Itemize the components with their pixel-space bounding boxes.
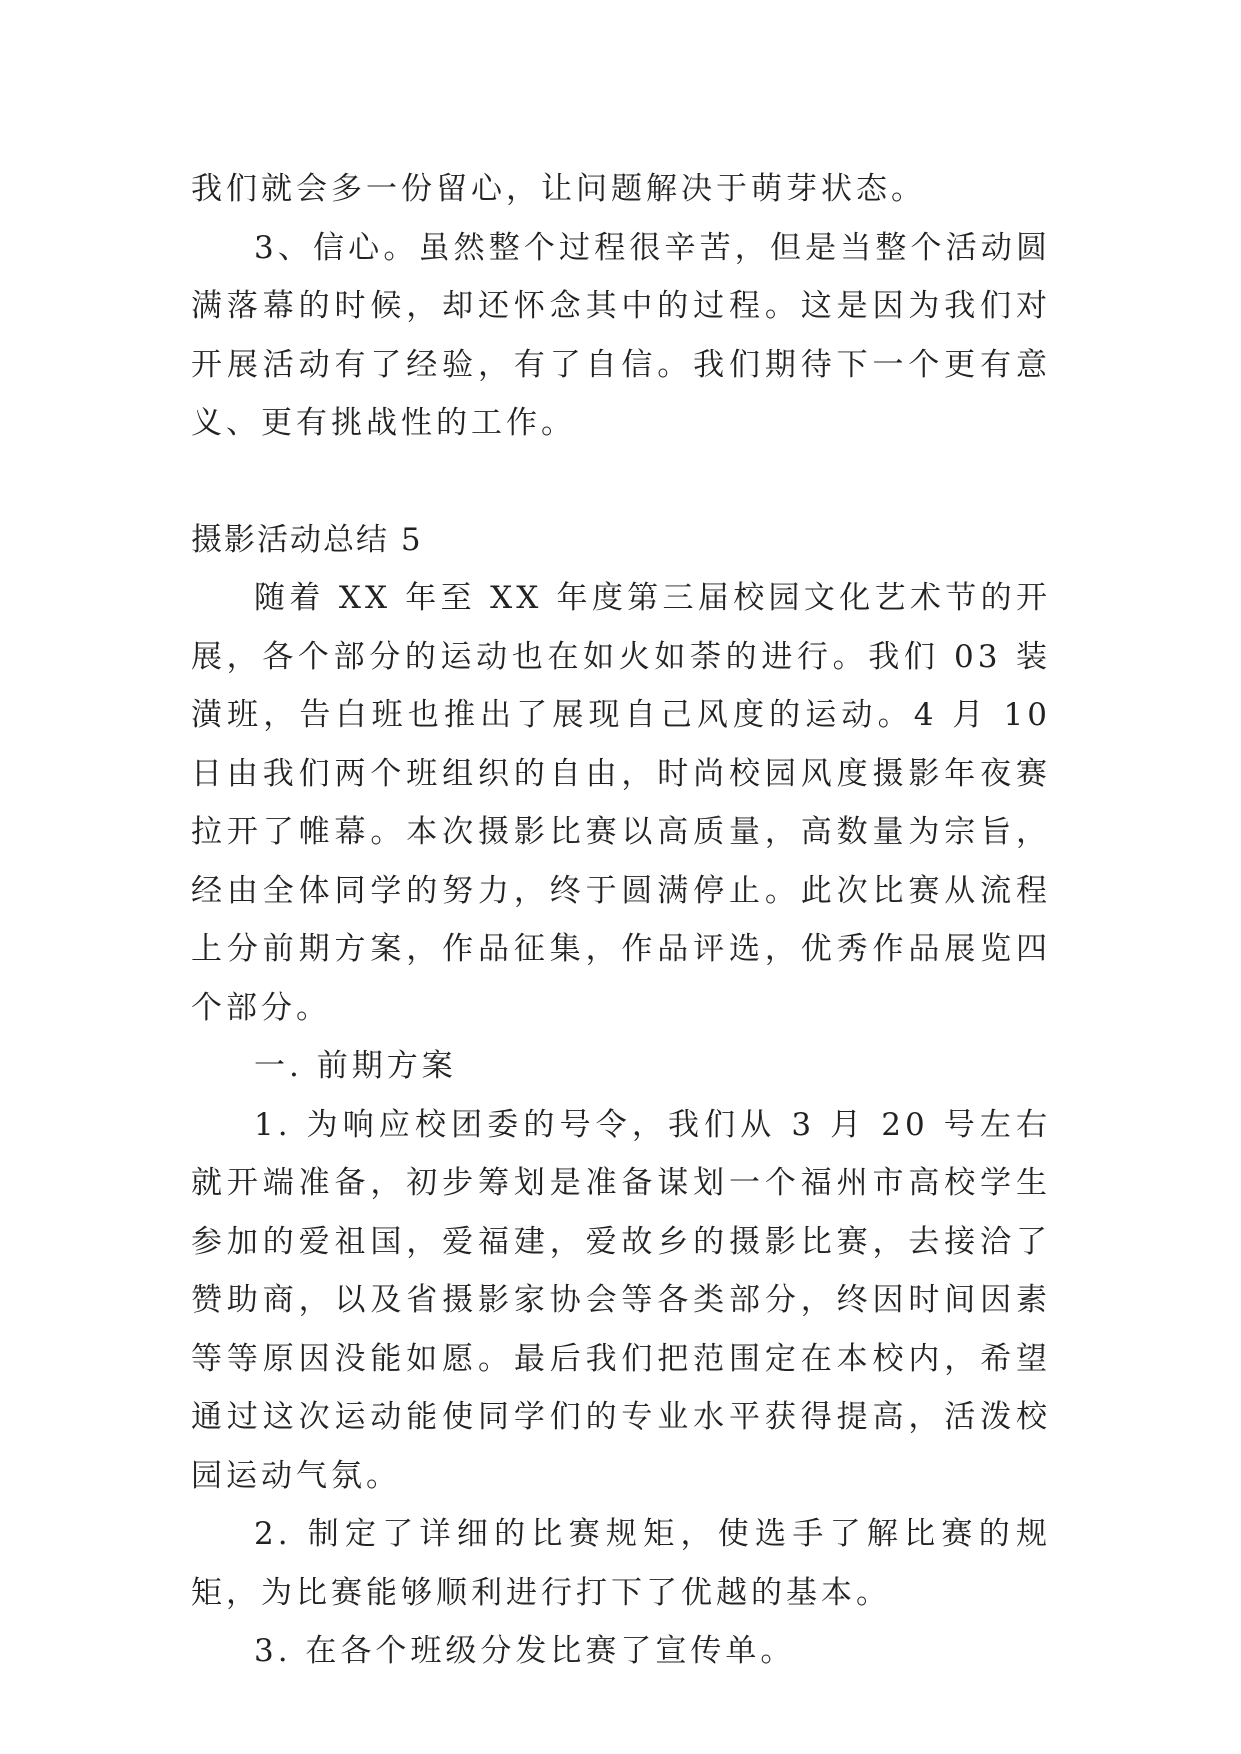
paragraph-item-2: 2. 制定了详细的比赛规矩，使选手了解比赛的规矩，为比赛能够顺利进行打下了优越的基本。 xyxy=(191,1516,1051,1611)
paragraph-item-3: 3. 在各个班级分发比赛了宣传单。 xyxy=(254,1633,796,1669)
paragraph-confidence: 3、信心。虽然整个过程很辛苦，但是当整个活动圆满落幕的时候，却还怀念其中的过程。这是因为我们对开展活动有了经验，有了自信。我们期待下一个更有意义、更有挑战性的工作。 xyxy=(191,229,1051,441)
paragraph-item-1: 1. 为响应校团委的号令，我们从 3 月 20 号左右就开端准备，初步筹划是准备谋划一个福州市高校学生参加的爱祖国，爱福建，爱故乡的摄影比赛，去接洽了赞助商，以及省摄影家协会等各类部分，终因时间因素等等原因没能如愿。最后我们把范围定在本校内，希望通过这次运动能使同学们的专业水平获得提高，活泼校园运动气氛。 xyxy=(191,1106,1051,1494)
document-body xyxy=(191,160,1051,1681)
paragraph-continuation: 我们就会多一份留心，让问题解决于萌芽状态。 xyxy=(191,171,926,207)
subheading-planning: 一. 前期方案 xyxy=(254,1048,457,1084)
paragraph-intro: 随着 XX 年至 XX 年度第三届校园文化艺术节的开展，各个部分的运动也在如火如荼的进行。我们 03 装潢班，告白班也推出了展现自己风度的运动。4 月 10 日由我们两个班组织的自由，时尚校园风度摄影年夜赛拉开了帷幕。本次摄影比赛以高质量，高数量为宗旨，经由全体同学的努力，终于圆满停止。此次比赛从流程上分前期方案，作品征集，作品评选，优秀作品展览四个部分。 xyxy=(191,580,1051,1026)
section-heading: 摄影活动总结 5 xyxy=(191,521,423,558)
